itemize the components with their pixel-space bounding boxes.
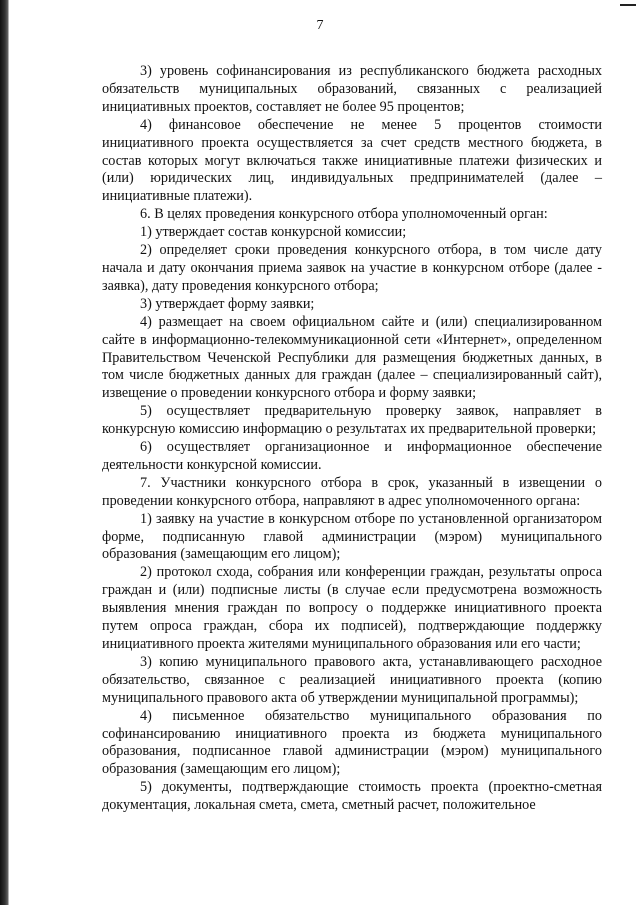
paragraph: 4) письменное обязательство муниципального образования по софинансированию инициативного проекта из бюджета муниципального образования, подписанное главой администрации (мэром) муниципального образования (замещающим его лицом); [102,707,602,778]
paragraph: 1) заявку на участие в конкурсном отборе по установленной организатором форме, подписанную главой администрации (мэром) муниципального образования (замещающим его лицом); [102,510,602,563]
paragraph: 2) определяет сроки проведения конкурсного отбора, в том числе дату начала и дату окончания приема заявок на участие в конкурсном отборе (далее - заявка), дату проведения конкурсного отбора; [102,242,602,294]
paragraph: 4) размещает на своем официальном сайте и (или) специализированном сайте в информационно-телекоммуникационной сети «Интернет», определенном Правительством Чеченской Республики для размещения бюджетных данных, в том числе бюджетных данных для граждан (далее – специализированный сайт), извещение о проведении конкурсного отбора и форму заявки; [102,313,602,402]
page-number: 7 [316,18,324,33]
paragraph: 3) копию муниципального правового акта, устанавливающего расходное обязательство, связанное с реализацией инициативного проекта (копию муниципального правового акта об утверждении муниципальной программы); [102,653,602,706]
paragraph: 4) финансовое обеспечение не менее 5 процентов стоимости инициативного проекта осуществляется за счет средств местного бюджета, в состав которых могут включаться также инициативные платежи физических и (или) юридических лиц, индивидуальных предпринимателей (далее – инициативные платежи). [102,116,602,205]
paragraph: 3) утверждает форму заявки; [140,295,315,312]
paragraph: 2) протокол схода, собрания или конференции граждан, результаты опроса граждан и (или) подписные листы (в случае если предусмотрена возможность выявления мнения граждан по вопросу о поддержке инициативного проекта путем опроса граждан, сбора их подписей), подтверждающие поддержку инициативного проекта жителями муниципального образования или его части; [102,564,602,652]
scan-corner-mark [620,4,636,6]
paragraph: 7. Участники конкурсного отбора в срок, указанный в извещении о проведении конкурсного отбора, направляют в адрес уполномоченного органа: [102,474,602,509]
paragraph: 5) осуществляет предварительную проверку заявок, направляет в конкурсную комиссию информацию о результатах их предварительной проверки; [102,403,602,438]
paragraph: 6) осуществляет организационное и информационное обеспечение деятельности конкурсной комиссии. [102,439,602,473]
paragraph: 6. В целях проведения конкурсного отбора уполномоченный орган: [140,206,548,223]
scan-edge [0,0,9,905]
paragraph: 1) утверждает состав конкурсной комиссии; [140,224,407,241]
paragraph: 3) уровень софинансирования из республиканского бюджета расходных обязательств муниципальных образований, связанных с реализацией инициативных проектов, составляет не более 95 процентов; [102,63,602,115]
document-body [102,63,602,815]
paragraph: 5) документы, подтверждающие стоимость проекта (проектно-сметная документация, локальная смета, смета, сметный расчет, положительное [102,779,602,814]
